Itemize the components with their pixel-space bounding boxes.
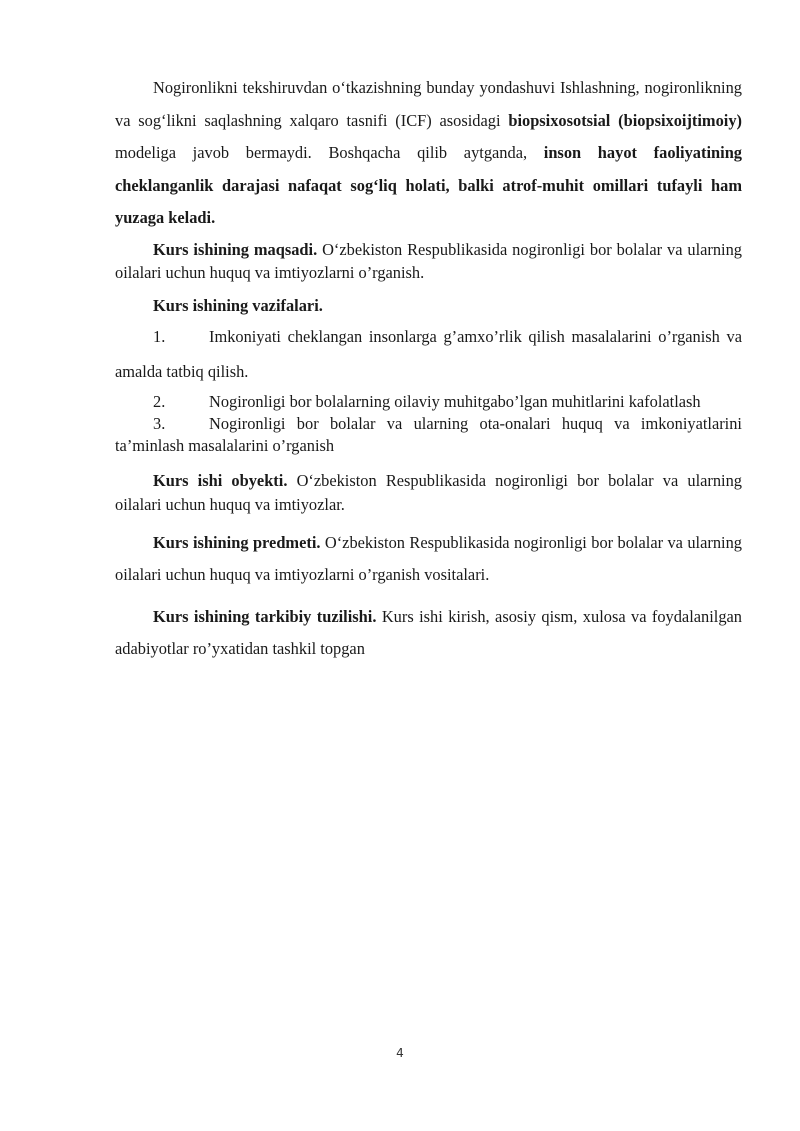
document-body	[115, 72, 742, 665]
structure-paragraph	[115, 601, 742, 665]
task-item	[115, 413, 742, 457]
structure-text: Kurs ishi kirish, asosiy qism, xulosa va foydalanilgan adabiyotlar ro’yxatidan tashkil topgan	[115, 606, 742, 658]
task-number: 3.	[153, 413, 166, 433]
subject-paragraph	[115, 527, 742, 591]
intro-bold-1: biopsixosotsial (biopsixoijtimoiy)	[508, 110, 742, 130]
task-item	[115, 319, 742, 389]
task-item	[115, 391, 742, 413]
task-text: Nogironligi bor bolalar va ularning ota-onalari huquq va imkoniyatlarini ta’minlash masalalarini o’rganish	[115, 413, 742, 455]
object-paragraph	[115, 469, 742, 517]
intro-text-2: modeliga javob bermaydi. Boshqacha qilib aytganda,	[115, 143, 544, 162]
intro-text-1: Nogironlikni tekshiruvdan o‘tkazishning bunday yondashuvi Ishlashning, nogironlikning va sog‘likni saqlashning xalqaro tasnifi (ICF) asosidagi	[115, 78, 742, 130]
task-number: 2.	[153, 391, 166, 411]
page-number: 4	[396, 1046, 404, 1060]
task-text: Nogironligi bor bolalarning oilaviy muhitgabo’lgan muhitlarini kafolatlash	[209, 391, 701, 411]
object-label: Kurs ishi obyekti.	[153, 470, 288, 490]
subject-label: Kurs ishining predmeti.	[153, 532, 321, 552]
structure-label: Kurs ishining tarkibiy tuzilishi.	[153, 606, 377, 626]
intro-bold-2: inson hayot faoliyatining cheklanganlik darajasi nafaqat sog‘liq holati, balki atrof-muhit omillari tufayli ham yuzaga keladi.	[115, 143, 742, 227]
tasks-heading	[115, 294, 742, 317]
task-text: Imkoniyati cheklangan insonlarga g’amxo’rlik qilish masalalarini o’rganish va amalda tatbiq qilish.	[115, 326, 742, 381]
goal-label: Kurs ishining maqsadi.	[153, 239, 318, 259]
goal-paragraph	[115, 238, 742, 284]
intro-paragraph	[115, 72, 742, 235]
task-number: 1.	[153, 326, 166, 346]
goal-text: O‘zbekiston Respublikasida nogironligi bor bolalar va ularning oilalari uchun huquq va imtiyozlarni o’rganish.	[115, 239, 742, 282]
tasks-label: Kurs ishining vazifalari.	[153, 295, 323, 315]
subject-text: O‘zbekiston Respublikasida nogironligi bor bolalar va ularning oilalari uchun huquq va imtiyozlarni o’rganish vositalari.	[115, 532, 742, 584]
object-text: O‘zbekiston Respublikasida nogironligi bor bolalar va ularning oilalari uchun huquq va imtiyozlar.	[115, 470, 742, 514]
